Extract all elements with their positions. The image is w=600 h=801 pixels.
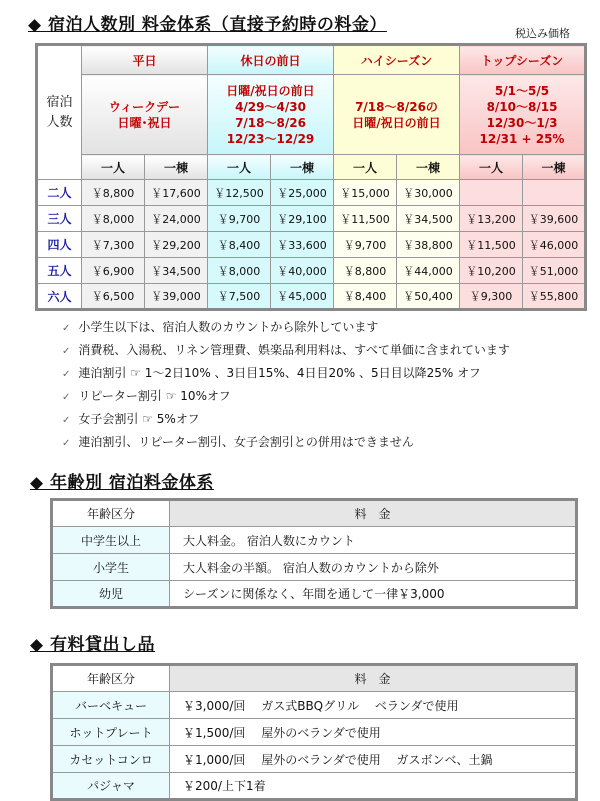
table-row <box>52 527 577 554</box>
check-icon: ✓ <box>62 438 71 449</box>
price-cell: ￥40,000 <box>271 258 334 284</box>
note-item <box>62 410 510 433</box>
price-cell: ￥45,000 <box>271 284 334 310</box>
price-cell: ￥30,000 <box>397 180 460 206</box>
column-header: 年齢区分 <box>52 665 170 692</box>
season-name: 平日 <box>82 45 208 75</box>
season-period <box>82 75 208 155</box>
price-cell: ￥12,500 <box>208 180 271 206</box>
price-cell: ￥50,400 <box>397 284 460 310</box>
price-cell: ￥9,300 <box>460 284 523 310</box>
price-cell: ￥39,600 <box>523 206 586 232</box>
period-line: 7/18～8/26の <box>355 99 438 114</box>
price-cell <box>460 180 523 206</box>
header-row <box>52 500 577 527</box>
price-cell: ￥51,000 <box>523 258 586 284</box>
tax-note: 税込み価格 <box>515 27 570 40</box>
check-icon: ✓ <box>62 392 71 403</box>
check-icon: ✓ <box>62 346 71 357</box>
category-cell: 小学生 <box>52 554 170 581</box>
fee-cell: 大人料金。 宿泊人数にカウント <box>170 527 577 554</box>
price-cell: ￥7,300 <box>82 232 145 258</box>
category-cell: ホットプレート <box>52 719 170 746</box>
note-text: リピーター割引 ☞ 10%オフ <box>78 389 231 403</box>
unit-per-person: 一人 <box>82 155 145 180</box>
table-row <box>37 180 586 206</box>
row-header-label: 宿泊人数 <box>46 94 73 130</box>
price-cell: ￥46,000 <box>523 232 586 258</box>
price-cell: ￥39,000 <box>145 284 208 310</box>
price-cell: ￥34,500 <box>145 258 208 284</box>
unit-whole-house: 一棟 <box>397 155 460 180</box>
fee-cell: ￥1,000/回 屋外のベランダで使用 ガスボンベ、土鍋 <box>170 746 577 773</box>
table-row <box>52 773 577 800</box>
price-cell: ￥17,600 <box>145 180 208 206</box>
period-line: 日曜･祝日 <box>117 115 172 130</box>
season-name: ハイシーズン <box>334 45 460 75</box>
season-header-row <box>37 45 586 75</box>
period-line: 日曜/祝日の前日 <box>352 115 441 130</box>
note-text: 小学生以下は、宿泊人数のカウントから除外しています <box>78 320 379 334</box>
column-header: 料 金 <box>170 665 577 692</box>
category-cell: バーベキュー <box>52 692 170 719</box>
unit-whole-house: 一棟 <box>271 155 334 180</box>
rental-table <box>50 663 578 801</box>
period-line: 12/30～1/3 <box>486 115 558 130</box>
check-icon: ✓ <box>62 323 71 334</box>
fee-cell: ￥3,000/回 ガス式BBQグリル ベランダで使用 <box>170 692 577 719</box>
price-cell: ￥8,800 <box>82 180 145 206</box>
note-item <box>62 341 510 364</box>
price-cell: ￥7,500 <box>208 284 271 310</box>
price-cell: ￥34,500 <box>397 206 460 232</box>
price-cell: ￥25,000 <box>271 180 334 206</box>
note-text: 連泊割引、リピーター割引、女子会割引との併用はできません <box>78 435 414 449</box>
period-line: 4/29～4/30 <box>235 99 306 114</box>
price-cell: ￥38,800 <box>397 232 460 258</box>
unit-whole-house: 一棟 <box>523 155 586 180</box>
season-period <box>208 75 334 155</box>
price-cell: ￥11,500 <box>460 232 523 258</box>
period-line: 8/10～8/15 <box>486 99 558 114</box>
price-cell: ￥8,400 <box>334 284 397 310</box>
price-cell: ￥55,800 <box>523 284 586 310</box>
note-text: 連泊割引 ☞ 1～2日10% 、3日目15%、4日目20% 、5日目以降25% オフ <box>78 366 481 380</box>
note-text: 消費税、入湯税、リネン管理費、娯楽品利用料は、すべて単価に含まれています <box>78 343 510 357</box>
age-section-title: ◆ 年齢別 宿泊料金体系 <box>30 473 214 493</box>
unit-row <box>37 155 586 180</box>
note-text: 女子会割引 ☞ 5%オフ <box>78 412 200 426</box>
table-row <box>52 719 577 746</box>
table-row <box>37 258 586 284</box>
guest-count: 六人 <box>37 284 82 310</box>
note-item <box>62 318 510 341</box>
note-item <box>62 387 510 410</box>
price-cell: ￥33,600 <box>271 232 334 258</box>
fee-cell: ￥1,500/回 屋外のベランダで使用 <box>170 719 577 746</box>
price-cell: ￥8,000 <box>208 258 271 284</box>
season-name: 休日の前日 <box>208 45 334 75</box>
period-line: 12/31 + 25% <box>479 131 565 146</box>
note-item <box>62 364 510 387</box>
unit-whole-house: 一棟 <box>145 155 208 180</box>
table-row <box>52 554 577 581</box>
note-item <box>62 433 510 456</box>
check-icon: ✓ <box>62 415 71 426</box>
price-cell: ￥10,200 <box>460 258 523 284</box>
price-cell: ￥8,400 <box>208 232 271 258</box>
period-line: 12/23～12/29 <box>226 131 315 146</box>
notes-list <box>62 318 510 456</box>
price-cell <box>523 180 586 206</box>
header-row <box>52 665 577 692</box>
check-icon: ✓ <box>62 369 71 380</box>
category-cell: 中学生以上 <box>52 527 170 554</box>
price-cell: ￥6,900 <box>82 258 145 284</box>
fee-cell: 大人料金の半額。 宿泊人数のカウントから除外 <box>170 554 577 581</box>
price-cell: ￥6,500 <box>82 284 145 310</box>
price-cell: ￥29,100 <box>271 206 334 232</box>
column-header: 料 金 <box>170 500 577 527</box>
category-cell: カセットコンロ <box>52 746 170 773</box>
price-cell: ￥13,200 <box>460 206 523 232</box>
guest-count: 二人 <box>37 180 82 206</box>
price-cell: ￥29,200 <box>145 232 208 258</box>
period-line: 5/1～5/5 <box>494 83 550 98</box>
price-cell: ￥15,000 <box>334 180 397 206</box>
page-title: ◆ 宿泊人数別 料金体系（直接予約時の料金） <box>28 15 387 35</box>
fee-cell: ￥200/上下1着 <box>170 773 577 800</box>
price-table <box>35 43 587 311</box>
unit-per-person: 一人 <box>208 155 271 180</box>
price-cell: ￥24,000 <box>145 206 208 232</box>
table-row <box>37 284 586 310</box>
column-header: 年齢区分 <box>52 500 170 527</box>
price-cell: ￥44,000 <box>397 258 460 284</box>
price-cell: ￥9,700 <box>334 232 397 258</box>
period-line: ウィークデー <box>108 99 181 114</box>
table-row <box>37 232 586 258</box>
category-cell: パジャマ <box>52 773 170 800</box>
table-row <box>52 692 577 719</box>
season-period-row <box>37 75 586 155</box>
period-line: 7/18～8/26 <box>235 115 306 130</box>
guest-count: 五人 <box>37 258 82 284</box>
price-cell: ￥8,000 <box>82 206 145 232</box>
table-row <box>52 746 577 773</box>
category-cell: 幼児 <box>52 581 170 608</box>
unit-per-person: 一人 <box>334 155 397 180</box>
row-header-cell <box>37 45 82 180</box>
season-period <box>460 75 586 155</box>
age-table <box>50 498 578 609</box>
guest-count: 四人 <box>37 232 82 258</box>
table-row <box>52 581 577 608</box>
table-row <box>37 206 586 232</box>
season-period <box>334 75 460 155</box>
fee-cell: シーズンに関係なく、年間を通して一律￥3,000 <box>170 581 577 608</box>
price-cell: ￥11,500 <box>334 206 397 232</box>
unit-per-person: 一人 <box>460 155 523 180</box>
season-name: トップシーズン <box>460 45 586 75</box>
price-cell: ￥9,700 <box>208 206 271 232</box>
period-line: 日曜/祝日の前日 <box>226 83 315 98</box>
price-cell: ￥8,800 <box>334 258 397 284</box>
rental-section-title: ◆ 有料貸出し品 <box>30 635 155 655</box>
guest-count: 三人 <box>37 206 82 232</box>
